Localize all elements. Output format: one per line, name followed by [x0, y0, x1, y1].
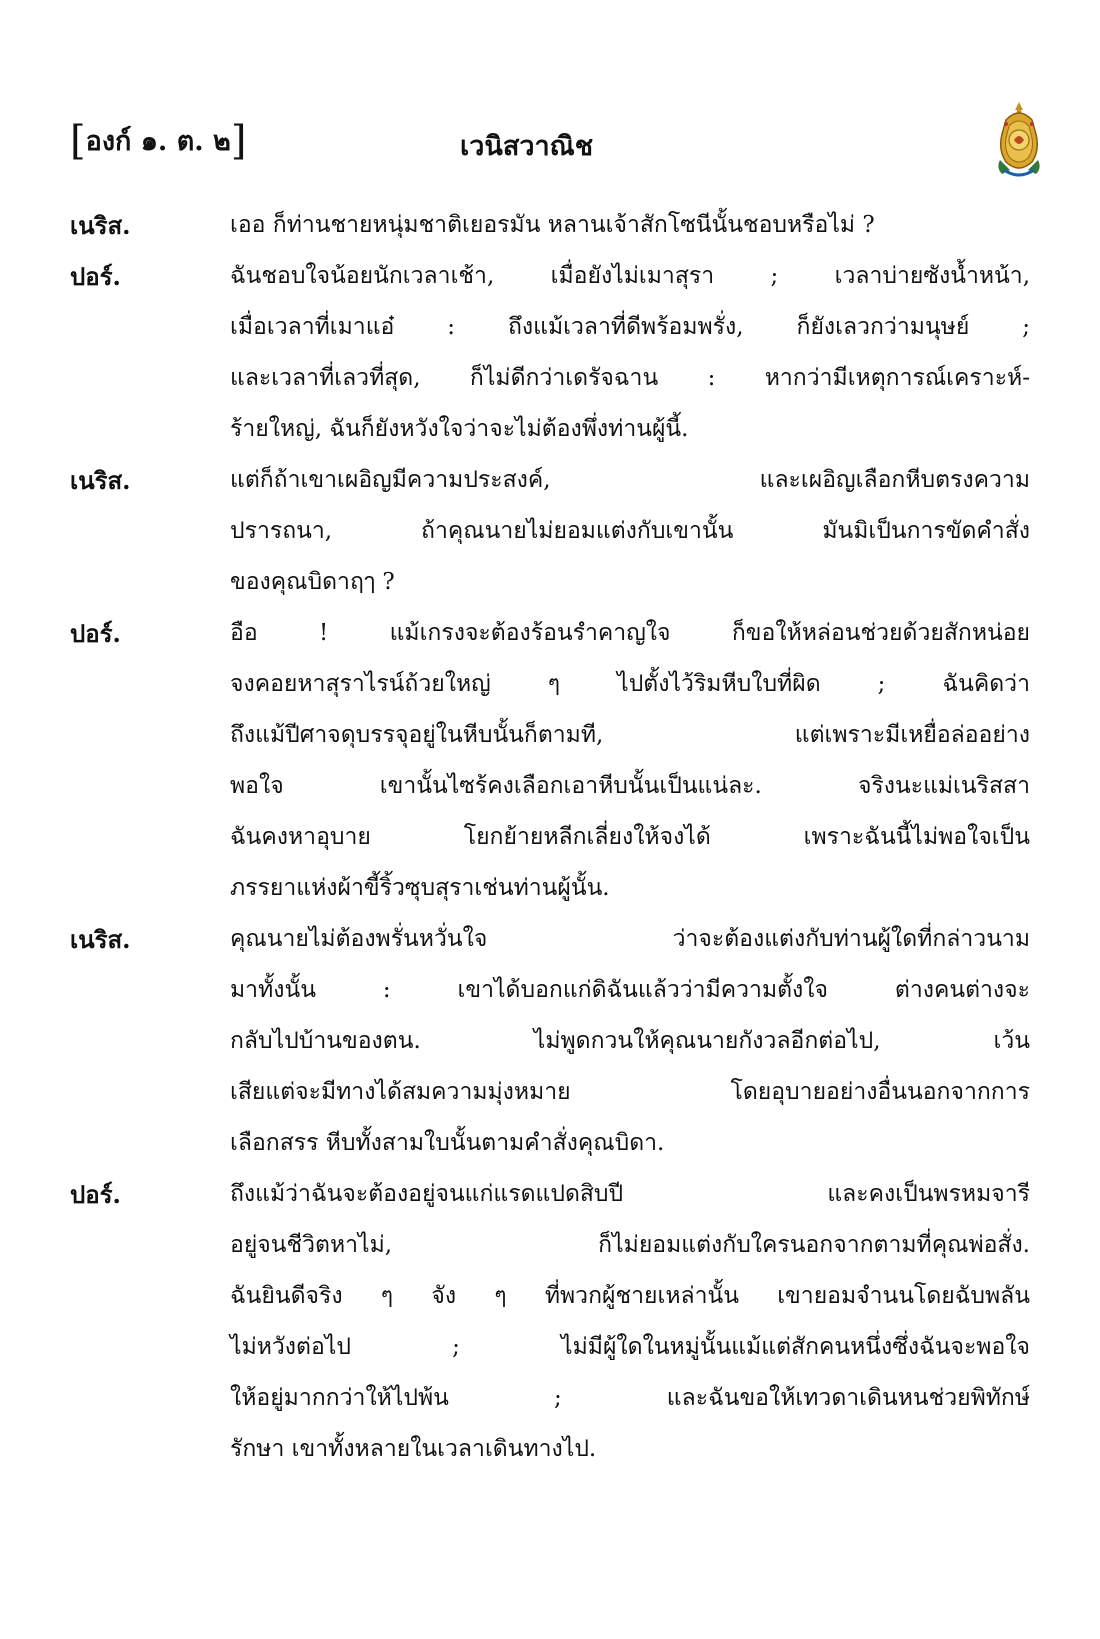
speech-text [230, 455, 1030, 608]
speech-line: และเวลาที่เลวที่สุด, ก็ไม่ดีกว่าเดรัจฉาน : หากว่ามีเหตุการณ์เคราะห์- [230, 365, 1030, 391]
speech-line: ถึงแม้ว่าฉันจะต้องอยู่จนแก่แรดแปดสิบปี และคงเป็นพรหมจารี [230, 1181, 1030, 1207]
royal-crest-emblem-icon [992, 100, 1046, 180]
dialogue-entry [70, 1169, 1030, 1475]
speech-line: พอใจ เขานั้นไซร้คงเลือกเอาหีบนั้นเป็นแน่ละ. จริงนะแม่เนริสสา [230, 773, 1030, 799]
dialogue-entry [70, 608, 1030, 914]
speaker-name: เนริส. [70, 211, 131, 240]
speech-line: อยู่จนชีวิตหาไม่, ก็ไม่ยอมแต่งกับใครนอกจากตามที่คุณพ่อสั่ง. [230, 1232, 1030, 1258]
speech-line: ฉันชอบใจน้อยนักเวลาเช้า, เมื่อยังไม่เมาสุรา ; เวลาบ่ายซังน้ำหน้า, [230, 263, 1030, 289]
speaker-name: เนริส. [70, 925, 131, 954]
speech-line: ฉันยินดีจริง ๆ จัง ๆ ที่พวกผู้ชายเหล่านั้น เขายอมจำนนโดยฉับพลัน [230, 1283, 1030, 1309]
speech-line: คุณนายไม่ต้องพรั่นหวั่นใจ ว่าจะต้องแต่งกับท่านผู้ใดที่กล่าวนาม [230, 926, 1030, 952]
speech-line: แต่ก็ถ้าเขาเผอิญมีความประสงค์, และเผอิญเลือกหีบตรงความ [230, 467, 1030, 493]
speaker-name: ปอร์. [70, 262, 121, 291]
speech-text [230, 914, 1030, 1169]
speech-text [230, 251, 1030, 455]
speaker-name: เนริส. [70, 466, 131, 495]
speech-line: เสียแต่จะมีทางได้สมความมุ่งหมาย โดยอุบายอย่างอื่นนอกจากการ [230, 1079, 1030, 1105]
speech-line: เมื่อเวลาที่เมาแอ๋ : ถึงแม้เวลาที่ดีพร้อมพรั่ง, ก็ยังเลวกว่ามนุษย์ ; [230, 314, 1030, 340]
dialogue-entry [70, 200, 1030, 251]
speech-text [230, 608, 1030, 914]
speech-text [230, 200, 1030, 251]
page-header [70, 118, 1030, 178]
dialogue-entry [70, 455, 1030, 608]
speaker-name: ปอร์. [70, 619, 121, 648]
speech-line: ถึงแม้ปีศาจดุบรรจุอยู่ในหีบนั้นก็ตามที, แต่เพราะมีเหยื่อล่ออย่าง [230, 722, 1030, 748]
bracket-open: [ [70, 118, 86, 164]
speech-line: มาทั้งนั้น : เขาได้บอกแก่ดิฉันแล้วว่ามีความตั้งใจ ต่างคนต่างจะ [230, 977, 1030, 1003]
dialogue-entry [70, 251, 1030, 455]
speech-line: ภรรยาแห่งผ้าขี้ริ้วซุบสุราเช่นท่านผู้นั้น. [230, 875, 610, 901]
speech-line: ไม่หวังต่อไป ; ไม่มีผู้ใดในหมู่นั้นแม้แต่สักคนหนึ่งซึ่งฉันจะพอใจ [230, 1334, 1030, 1360]
speech-line: รักษา เขาทั้งหลายในเวลาเดินทางไป. [230, 1436, 597, 1462]
bracket-close: ] [230, 118, 247, 164]
speech-line: เออ ก็ท่านชายหนุ่มชาติเยอรมัน หลานเจ้าสักโซนีนั้นชอบหรือไม่ ? [230, 212, 875, 238]
speech-line: ปรารถนา, ถ้าคุณนายไม่ยอมแต่งกับเขานั้น มันมิเป็นการขัดคำสั่ง [230, 518, 1030, 544]
speech-line: ให้อยู่มากกว่าให้ไปพ้น ; และฉันขอให้เทวดาเดินหนช่วยพิทักษ์ [230, 1385, 1030, 1411]
act-scene-label [70, 118, 246, 164]
speech-line: ร้ายใหญ่, ฉันก็ยังหวังใจว่าจะไม่ต้องพึ่งท่านผู้นี้. [230, 416, 689, 442]
act-scene-text: องก์ ๑. ต. ๒ [85, 126, 231, 157]
speech-text [230, 1169, 1030, 1475]
speaker-name: ปอร์. [70, 1180, 121, 1209]
speech-line: เลือกสรร หีบทั้งสามใบนั้นตามคำสั่งคุณบิดา. [230, 1130, 665, 1156]
speech-line: ของคุณบิดาฤๅ ? [230, 569, 395, 595]
dialogue-body [70, 200, 1030, 1475]
dialogue-entry [70, 914, 1030, 1169]
page-title: เวนิสวาณิช [460, 131, 594, 162]
speech-line: อือ ! แม้เกรงจะต้องร้อนรำคาญใจ ก็ขอให้หล่อนช่วยด้วยสักหน่อย [230, 620, 1030, 646]
speech-line: ฉันคงหาอุบาย โยกย้ายหลีกเลี่ยงให้จงได้ เพราะฉันนี้ไม่พอใจเป็น [230, 824, 1030, 850]
speech-line: กลับไปบ้านของตน. ไม่พูดกวนให้คุณนายกังวลอีกต่อไป, เว้น [230, 1028, 1030, 1054]
speech-line: จงคอยหาสุราไรน์ถ้วยใหญ่ ๆ ไปตั้งไว้ริมหีบใบที่ผิด ; ฉันคิดว่า [230, 671, 1030, 697]
